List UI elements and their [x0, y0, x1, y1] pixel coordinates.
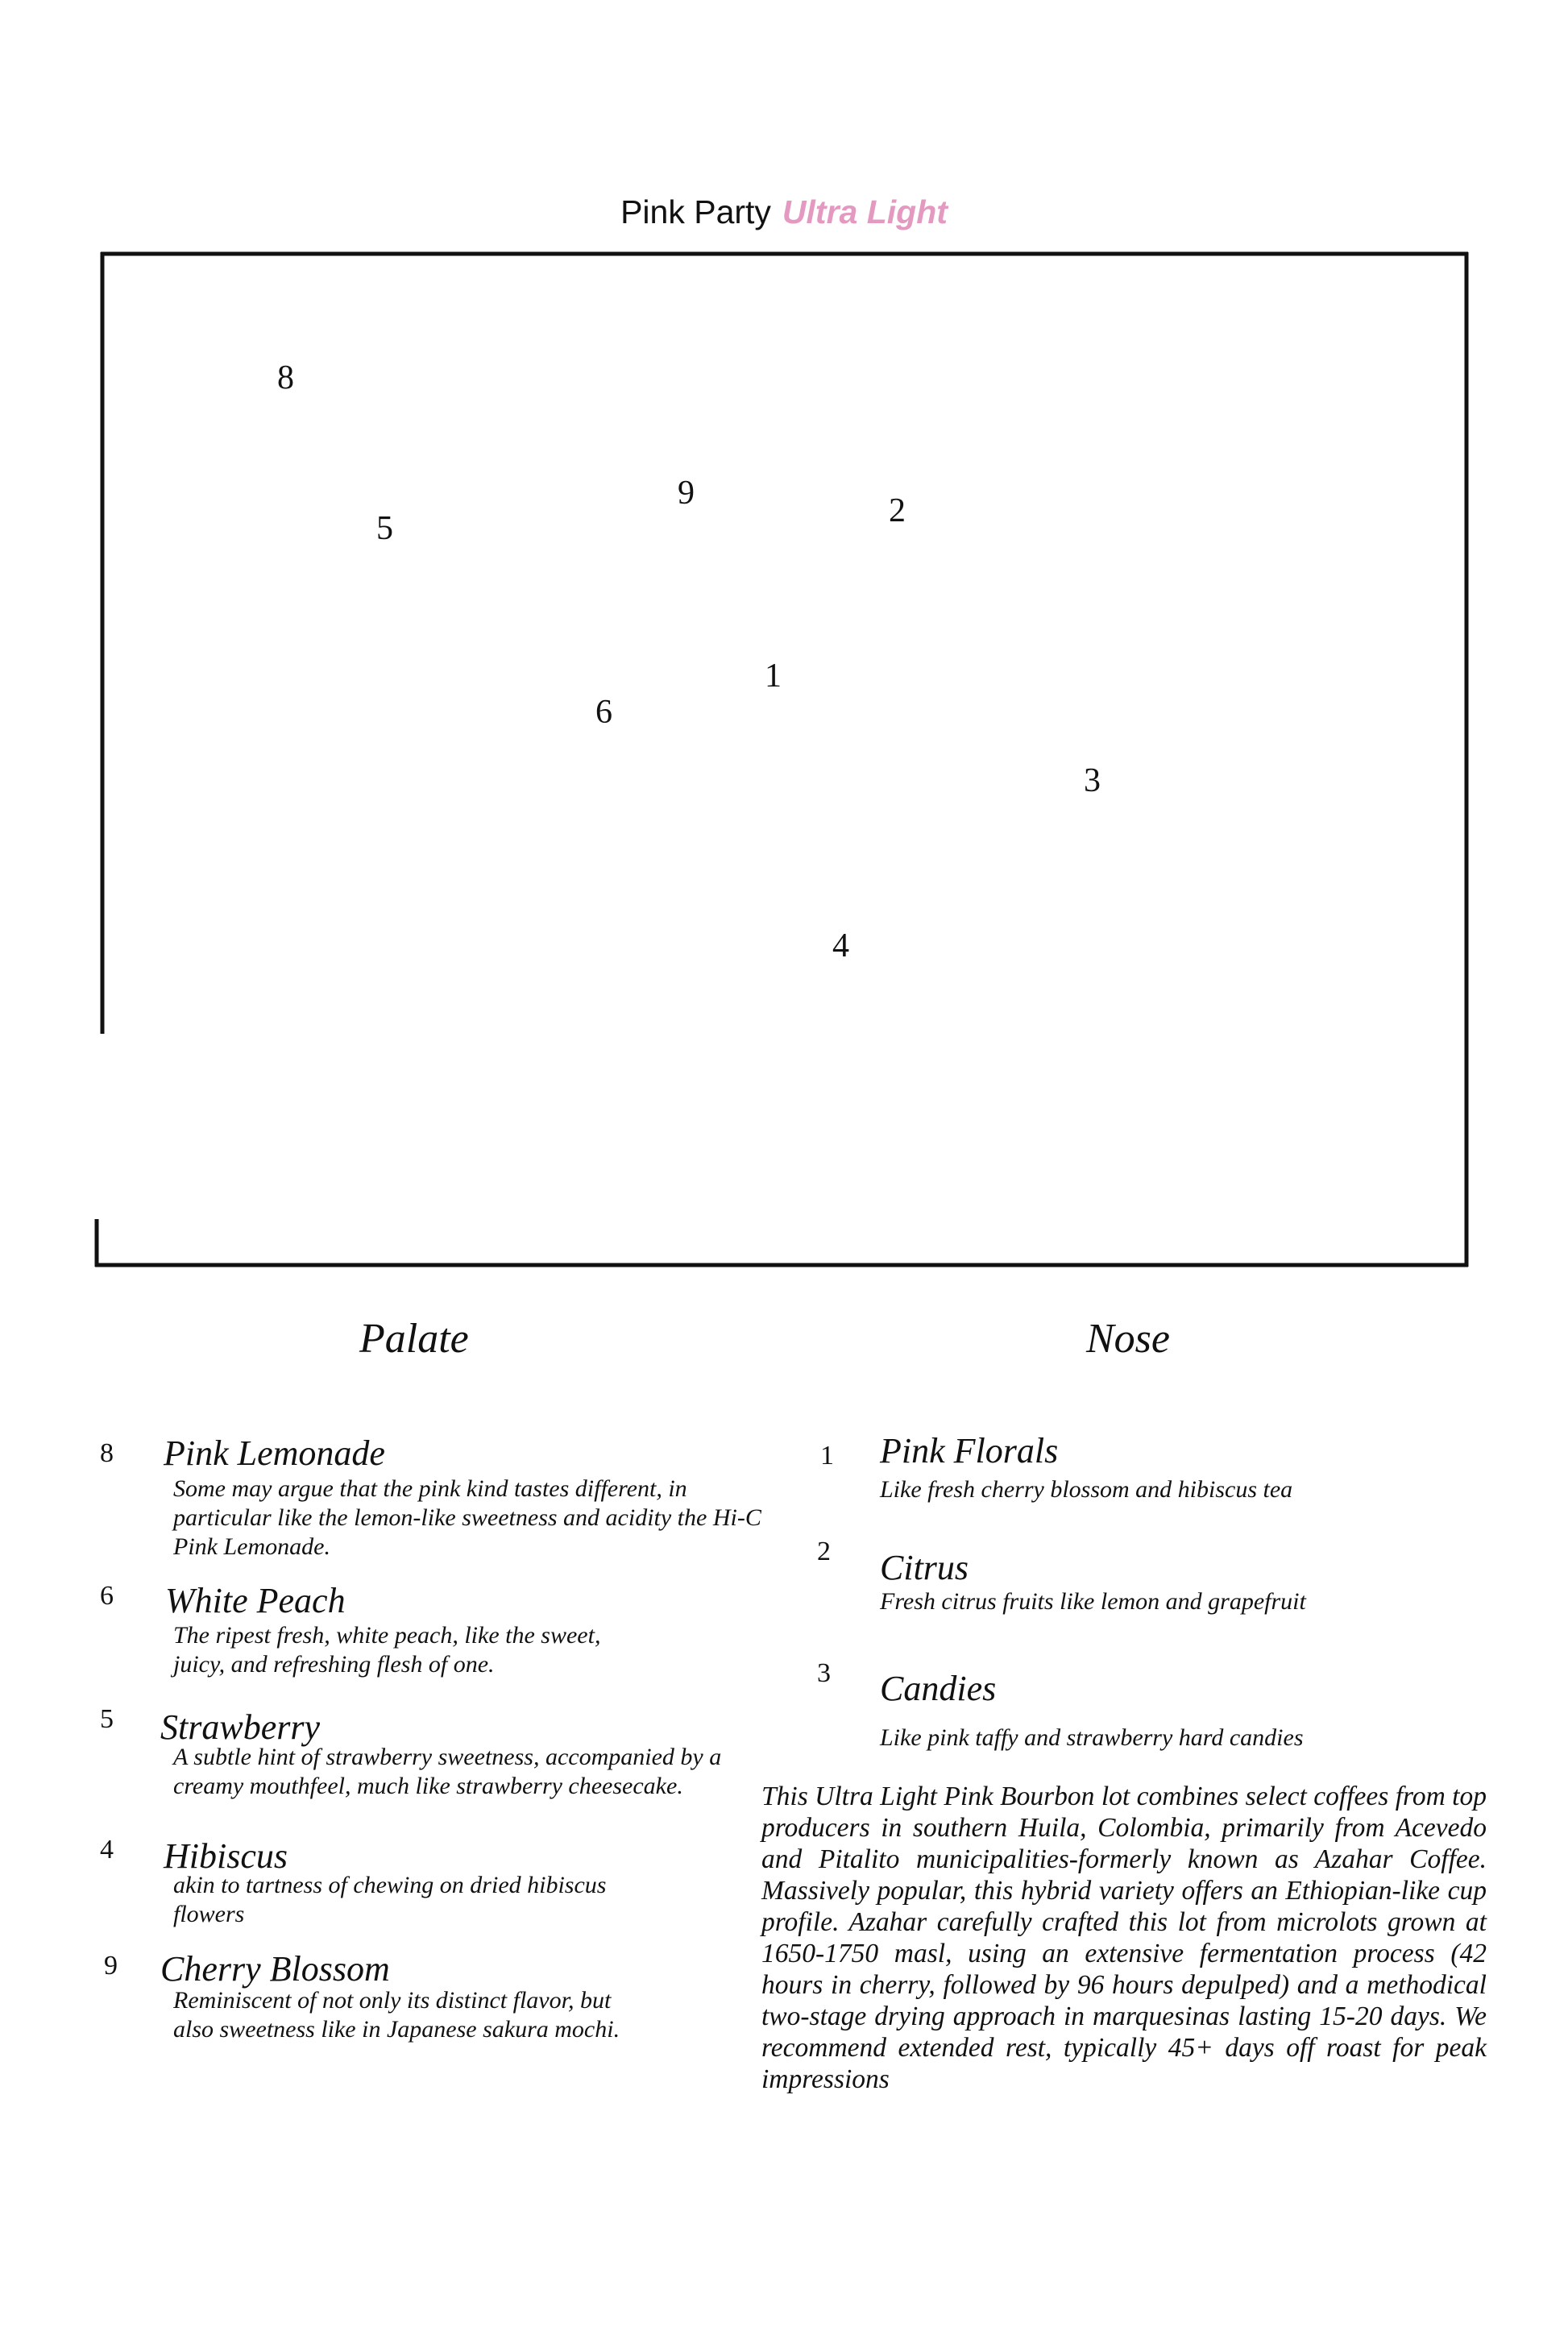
- palate-item-name: Hibiscus: [164, 1836, 288, 1876]
- nose-item-name: Pink Florals: [880, 1431, 1059, 1471]
- description-line: A subtle hint of strawberry sweetness, accompanied by a: [173, 1744, 722, 1770]
- map-point-5: 5: [376, 510, 393, 547]
- palate-item-description: [173, 1621, 769, 1679]
- description-line: juicy, and refreshing flesh of one.: [173, 1651, 495, 1678]
- palate-item-name: Strawberry: [160, 1707, 320, 1747]
- coffee-description: This Ultra Light Pink Bourbon lot combines select coffees from top producers in southern Huila, Colombia, primarily from Acevedo and Pitalito municipalities-formerly known as Azahar Coffee. Massively popular, this hybrid variety offers an Ethiopian-like cup profile. Azahar carefully crafted this lot from microlots grown at 1650-1750 masl, using an extensive fermentation process (42 hours in cherry, followed by 96 hours depulped) and a methodical two-stage drying approach in marquesinas lasting 15-20 days. We recommend extended rest, typically 45+ days off roast for peak impressions: [761, 1782, 1487, 2094]
- nose-item-number: 2: [817, 1537, 831, 1566]
- description-line: Pink Lemonade.: [173, 1533, 330, 1560]
- map-point-1: 1: [765, 657, 782, 695]
- palate-item-description: [173, 1743, 769, 1801]
- description-line: creamy mouthfeel, much like strawberry cheesecake.: [173, 1773, 683, 1799]
- description-line: akin to tartness of chewing on dried hibiscus: [173, 1872, 607, 1898]
- nose-heading: Nose: [1086, 1316, 1170, 1362]
- description-line: Reminiscent of not only its distinct flavor, but: [173, 1987, 612, 2014]
- palate-item-number: 6: [100, 1581, 114, 1611]
- nose-item-description: Fresh citrus fruits like lemon and grapefruit: [880, 1588, 1306, 1615]
- palate-item-description: [173, 1871, 769, 1929]
- palate-item-number: 5: [100, 1704, 114, 1734]
- description-line: particular like the lemon-like sweetness and acidity the Hi-C: [173, 1504, 761, 1531]
- map-point-9: 9: [678, 475, 695, 512]
- description-line: flowers: [173, 1901, 245, 1927]
- palate-heading: Palate: [359, 1316, 469, 1362]
- palate-item-number: 4: [100, 1835, 114, 1865]
- palate-item-name: Pink Lemonade: [164, 1433, 385, 1473]
- palate-item-description: [173, 1986, 769, 2044]
- map-point-4: 4: [832, 927, 849, 964]
- map-point-6: 6: [595, 694, 612, 731]
- palate-item-number: 8: [100, 1438, 114, 1468]
- title-text: Pink Party: [620, 193, 771, 230]
- map-point-8: 8: [277, 359, 294, 396]
- description-line: The ripest fresh, white peach, like the sweet,: [173, 1622, 601, 1649]
- palate-item-name: White Peach: [165, 1581, 346, 1620]
- nose-item-name: Candies: [880, 1669, 997, 1708]
- nose-item-name: Citrus: [880, 1548, 969, 1587]
- description-line: Some may argue that the pink kind tastes different, in: [173, 1475, 687, 1502]
- palate-item-description: [173, 1475, 769, 1562]
- nose-item-description: Like fresh cherry blossom and hibiscus tea: [880, 1476, 1293, 1503]
- description-line: also sweetness like in Japanese sakura mochi.: [173, 2016, 620, 2043]
- palate-item-number: 9: [104, 1951, 118, 1981]
- subtitle-text: Ultra Light: [782, 193, 948, 230]
- nose-item-number: 1: [820, 1441, 834, 1471]
- map-point-3: 3: [1084, 762, 1101, 799]
- nose-item-number: 3: [817, 1658, 831, 1688]
- palate-item-name: Cherry Blossom: [160, 1949, 390, 1989]
- nose-item-description: Like pink taffy and strawberry hard candies: [880, 1724, 1304, 1751]
- map-point-2: 2: [889, 492, 906, 529]
